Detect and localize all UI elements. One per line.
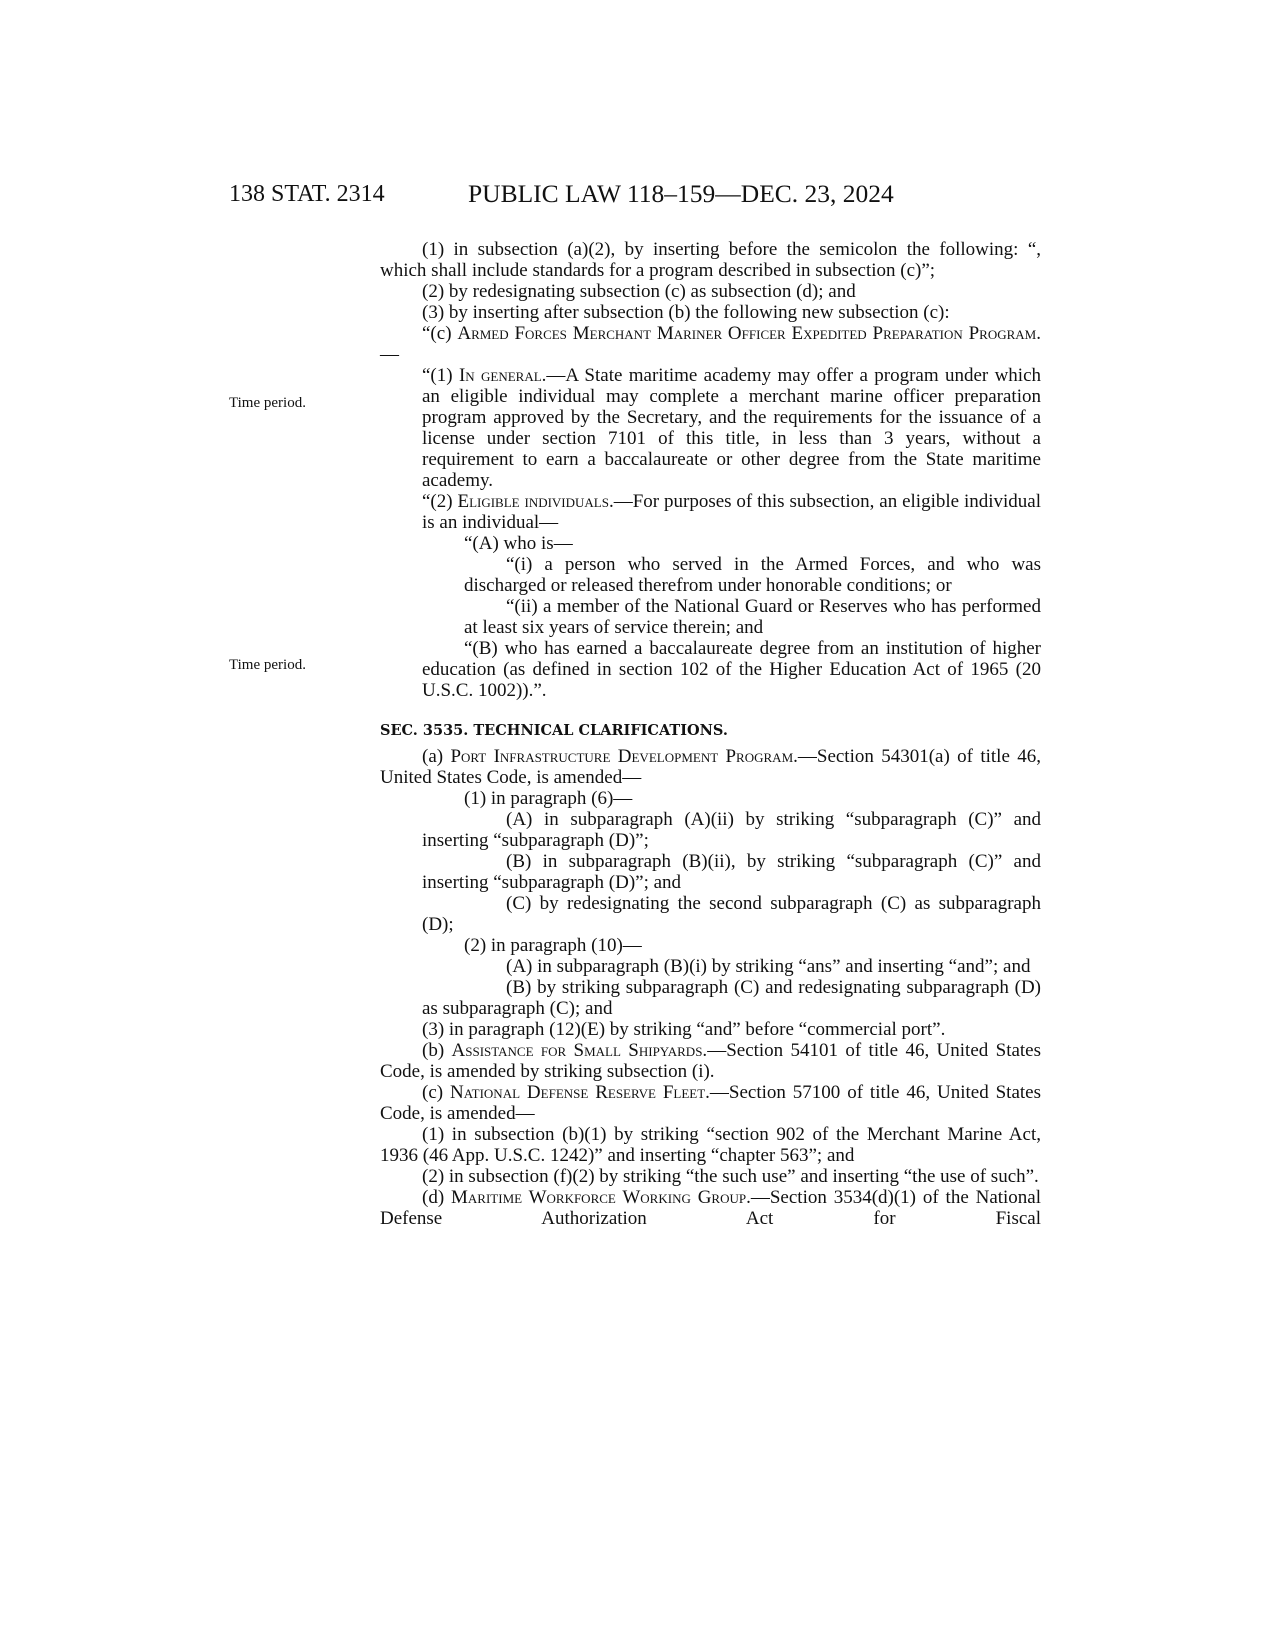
paragraph: (A) in subparagraph (B)(i) by striking “ans” and inserting “and”; and	[506, 956, 1031, 977]
paragraph: “(1) In general.—A State maritime academy may offer a program under which an eligible individual may complete a merchant marine officer preparation program approved by the Secretary, and the requirements for the issuance of a license under section 7101 of this title, in less than 3 years, without a requirement to earn a baccalaureate or other degree from the State maritime academy.	[422, 365, 1041, 491]
subsection-heading-text: Maritime Workforce Working Group.	[451, 1187, 751, 1208]
paragraph: (A) in subparagraph (A)(ii) by striking “subparagraph (C)” and inserting “subparagraph (D)”;	[422, 809, 1041, 851]
law-text	[380, 239, 1041, 1229]
paragraph: (c) National Defense Reserve Fleet.—Section 57100 of title 46, United States Code, is amended—	[380, 1082, 1041, 1124]
paragraph: (B) by striking subparagraph (C) and redesignating subparagraph (D) as subparagraph (C); and	[422, 977, 1041, 1019]
subsection-c-heading: “(c) Armed Forces Merchant Mariner Officer Expedited Preparation Program.—	[380, 323, 1041, 365]
paragraph: (1) in subsection (a)(2), by inserting before the semicolon the following: “, which shall include standards for a program described in subsection (c)”;	[380, 239, 1041, 281]
paragraph: “(A) who is—	[464, 533, 573, 554]
paragraph: (B) in subparagraph (B)(ii), by striking “subparagraph (C)” and inserting “subparagraph (D)”; and	[422, 851, 1041, 893]
subsection-heading-text: Port Infrastructure Development Program.	[450, 746, 798, 767]
subsection-heading-text: Assistance for Small Shipyards.	[451, 1040, 708, 1061]
paragraph: (2) by redesignating subsection (c) as subsection (d); and	[422, 281, 856, 302]
paragraph: “(2) Eligible individuals.—For purposes of this subsection, an eligible individual is an individual—	[422, 491, 1041, 533]
paragraph-heading-text: In general.	[458, 365, 547, 386]
paragraph: (1) in paragraph (6)—	[464, 788, 633, 809]
paragraph: (2) in paragraph (10)—	[464, 935, 642, 956]
paragraph: “(i) a person who served in the Armed Forces, and who was discharged or released therefrom under honorable conditions; or	[464, 554, 1041, 596]
subsection-heading-text: National Defense Reserve Fleet.	[449, 1082, 710, 1103]
paragraph: (a) Port Infrastructure Development Program.—Section 54301(a) of title 46, United States Code, is amended—	[380, 746, 1041, 788]
paragraph: (3) by inserting after subsection (b) the following new subsection (c):	[422, 302, 950, 323]
paragraph: (C) by redesignating the second subparagraph (C) as subparagraph (D);	[422, 893, 1041, 935]
paragraph: (1) in subsection (b)(1) by striking “section 902 of the Merchant Marine Act, 1936 (46 App. U.S.C. 1242)” and inserting “chapter 563”; and	[380, 1124, 1041, 1166]
paragraph: (b) Assistance for Small Shipyards.—Section 54101 of title 46, United States Code, is amended by striking subsection (i).	[380, 1040, 1042, 1082]
paragraph: “(B) who has earned a baccalaureate degree from an institution of higher education (as defined in section 102 of the Higher Education Act of 1965 (20 U.S.C. 1002)).”.	[422, 638, 1041, 701]
paragraph: “(ii) a member of the National Guard or Reserves who has performed at least six years of service therein; and	[464, 596, 1041, 638]
public-law-title: PUBLIC LAW 118–159—DEC. 23, 2024	[468, 179, 894, 208]
section-heading: SEC. 3535. TECHNICAL CLARIFICATIONS.	[380, 722, 728, 739]
margin-note-time-period: Time period.	[229, 395, 306, 411]
statute-page-number: 138 STAT. 2314	[229, 181, 385, 207]
subsection-heading-text: Armed Forces Merchant Mariner Officer Expedited Preparation Program.	[457, 323, 1041, 344]
paragraph-heading-text: Eligible individuals.	[457, 491, 614, 512]
margin-note-time-period: Time period.	[229, 657, 306, 673]
paragraph: (d) Maritime Workforce Working Group.—Section 3534(d)(1) of the National Defense Authorization Act for Fiscal	[380, 1187, 1042, 1229]
paragraph: (3) in paragraph (12)(E) by striking “and” before “commercial port”.	[422, 1019, 946, 1040]
page-header	[0, 181, 1275, 221]
paragraph: (2) in subsection (f)(2) by striking “the such use” and inserting “the use of such”.	[422, 1166, 1039, 1187]
